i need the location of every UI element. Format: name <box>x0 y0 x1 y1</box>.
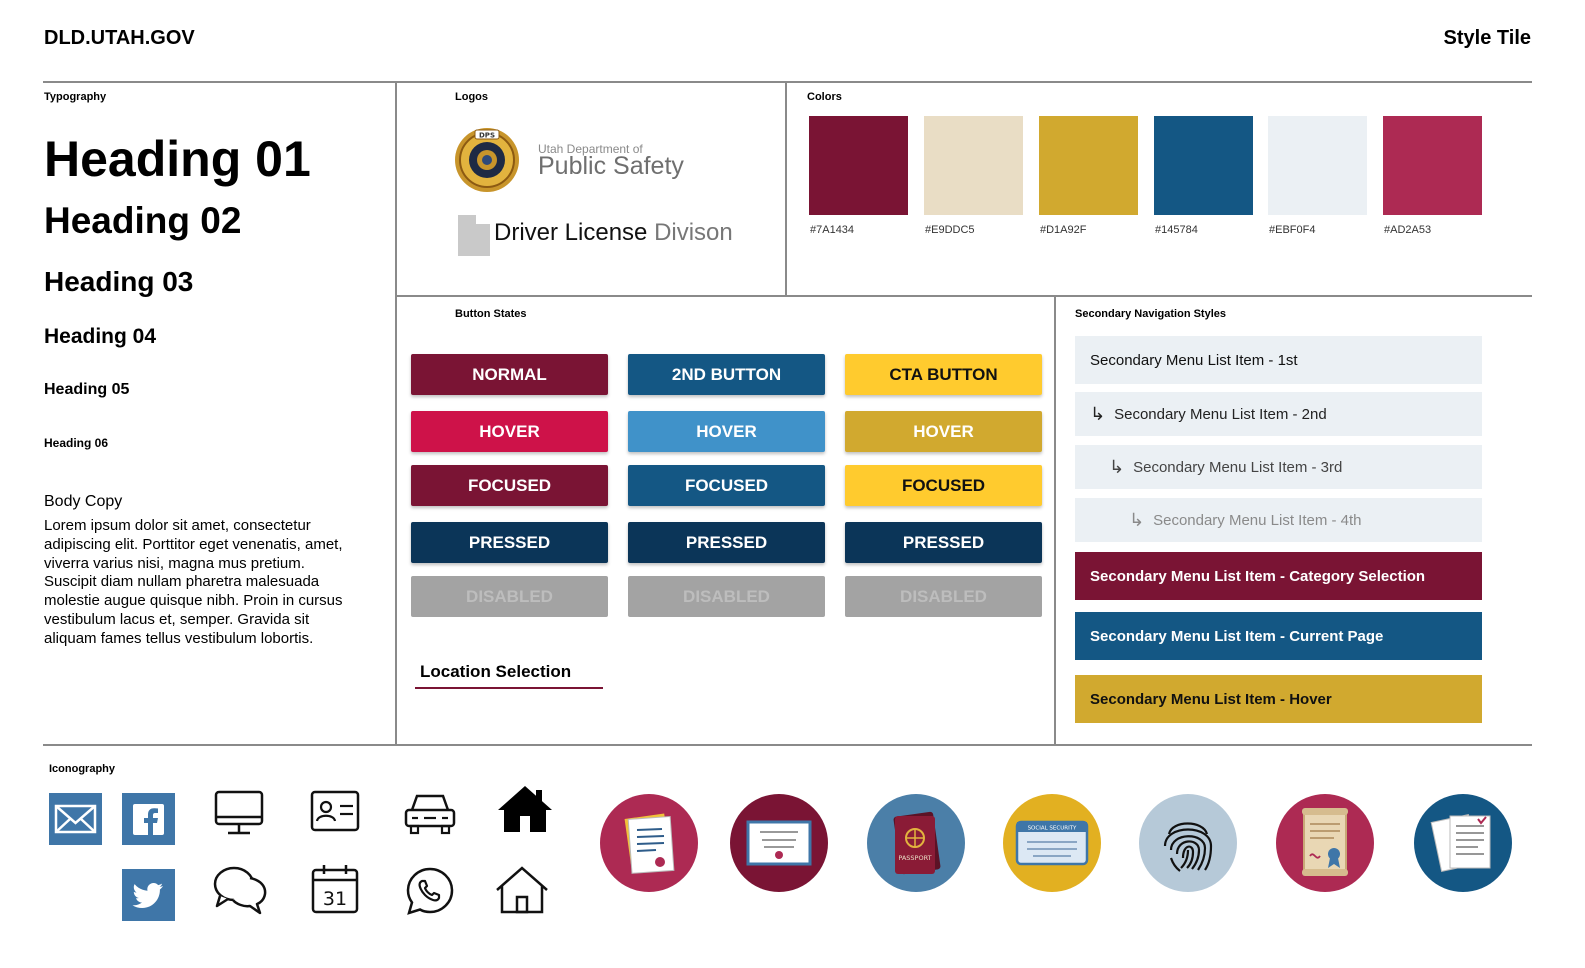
iconography-section-title: Iconography <box>49 763 116 775</box>
scroll-award-icon <box>1276 794 1374 892</box>
location-selection-underline <box>415 687 603 689</box>
home-filled-icon <box>496 784 554 839</box>
heading-05: Heading 05 <box>44 381 130 398</box>
primary-button-disabled: DISABLED <box>411 576 608 617</box>
secondary-button-focused[interactable]: FOCUSED <box>628 465 825 506</box>
colors-section-title: Colors <box>807 91 842 103</box>
secondary-nav-item-label: Secondary Menu List Item - 1st <box>1090 351 1298 369</box>
secondary-nav-item-current-page[interactable] <box>1075 612 1482 660</box>
logos-divider <box>785 82 787 296</box>
color-swatch <box>1154 116 1253 215</box>
certificate-icon <box>730 794 828 892</box>
dps-badge-logo <box>453 126 521 199</box>
color-swatch <box>809 116 908 215</box>
svg-text:DPS: DPS <box>479 131 495 140</box>
heading-06: Heading 06 <box>44 436 109 450</box>
secondary-nav-item-label: Secondary Menu List Item - 2nd <box>1114 405 1327 423</box>
heading-02: Heading 02 <box>44 200 242 241</box>
logos-section-title: Logos <box>455 91 488 103</box>
secondary-nav-section-title: Secondary Navigation Styles <box>1075 308 1226 320</box>
calendar-icon <box>311 864 359 919</box>
secondary-nav-item-3rd[interactable] <box>1075 445 1482 489</box>
body-copy-text: Lorem ipsum dolor sit amet, consectetur adipiscing elit. Porttitor eget venenatis, amet, viverra varius nisi, magna mus pretium. Suscipit diam nullam pharetra malesuada molestie augue quisque nibh. Proin in cursus vestibulum lacus et, semper. Gravida sit aliquam fames tellus vestibulum lobortis. <box>44 517 343 647</box>
cta-button-focused[interactable]: FOCUSED <box>845 465 1042 506</box>
dps-logo-title: Public Safety <box>538 152 684 180</box>
color-swatch-label: #EBF0F4 <box>1269 224 1316 236</box>
secondary-nav-item-2nd[interactable] <box>1075 392 1482 436</box>
passport-icon <box>867 794 965 892</box>
location-selection[interactable]: Location Selection <box>420 662 572 681</box>
secondary-nav-item-label: Secondary Menu List Item - 4th <box>1153 511 1362 529</box>
whatsapp-icon <box>405 866 455 921</box>
secondary-nav-item-category-selection[interactable] <box>1075 552 1482 600</box>
secondary-nav-item-label: Secondary Menu List Item - 3rd <box>1133 458 1343 476</box>
forms-icon <box>1414 794 1512 892</box>
primary-button-pressed[interactable]: PRESSED <box>411 522 608 563</box>
color-swatch-label: #D1A92F <box>1040 224 1087 236</box>
secondary-nav-item-label: Secondary Menu List Item - Category Selection <box>1090 567 1426 585</box>
body-copy-title: Body Copy <box>44 493 123 510</box>
cta-button-pressed[interactable]: PRESSED <box>845 522 1042 563</box>
calendar-day: 31 <box>322 888 348 910</box>
bottom-divider <box>43 744 1532 746</box>
button-states-section-title: Button States <box>455 308 527 320</box>
nav-indent-arrow-icon: ↳ <box>1129 509 1145 530</box>
middle-divider <box>396 295 1532 297</box>
twitter-icon[interactable] <box>122 869 175 926</box>
top-divider <box>43 81 1532 83</box>
nav-indent-arrow-icon: ↳ <box>1090 403 1106 424</box>
facebook-icon[interactable] <box>122 793 175 850</box>
primary-button-hover[interactable]: HOVER <box>411 411 608 452</box>
secondary-nav-item-label: Secondary Menu List Item - Hover <box>1090 690 1332 708</box>
id-card-icon <box>310 790 360 837</box>
ssn-label: SOCIAL SECURITY <box>1027 825 1077 832</box>
chat-bubbles-icon <box>212 864 268 921</box>
heading-03: Heading 03 <box>44 266 194 297</box>
secondary-nav-item-hover[interactable] <box>1075 675 1482 723</box>
color-swatch <box>1268 116 1367 215</box>
color-swatch-label: #AD2A53 <box>1384 224 1432 236</box>
secondary-button-hover[interactable]: HOVER <box>628 411 825 452</box>
secondary-nav-item-1st[interactable] <box>1075 336 1482 384</box>
buttons-divider <box>1054 296 1056 745</box>
color-swatch <box>1383 116 1482 215</box>
color-swatch-label: #7A1434 <box>810 224 855 236</box>
social-security-card-icon <box>1003 794 1101 892</box>
secondary-button-2nd-button[interactable]: 2ND BUTTON <box>628 354 825 395</box>
color-swatch-label: #E9DDC5 <box>925 224 975 236</box>
primary-button-normal[interactable]: NORMAL <box>411 354 608 395</box>
car-icon <box>402 790 458 841</box>
passport-label: PASSPORT <box>898 854 932 862</box>
typography-section-title: Typography <box>44 91 107 103</box>
cta-button-hover[interactable]: HOVER <box>845 411 1042 452</box>
utah-state-icon <box>458 215 490 261</box>
site-name: DLD.UTAH.GOV <box>44 27 195 49</box>
dld-logo-light: Divison <box>654 219 733 246</box>
primary-button-focused[interactable]: FOCUSED <box>411 465 608 506</box>
fingerprint-icon <box>1139 794 1237 892</box>
document-icon <box>600 794 698 892</box>
secondary-button-pressed[interactable]: PRESSED <box>628 522 825 563</box>
dld-logo <box>494 219 733 247</box>
heading-04: Heading 04 <box>44 325 157 348</box>
typography-divider <box>395 82 397 745</box>
secondary-nav-item-4th[interactable] <box>1075 498 1482 542</box>
mail-icon <box>49 793 102 850</box>
desktop-icon <box>213 790 265 841</box>
nav-indent-arrow-icon: ↳ <box>1109 456 1125 477</box>
heading-01: Heading 01 <box>44 131 311 187</box>
color-swatch <box>1039 116 1138 215</box>
dld-logo-main: Driver License <box>494 219 648 246</box>
color-swatch <box>924 116 1023 215</box>
dps-logo-subtitle: Utah Department of <box>538 142 643 156</box>
secondary-button-disabled: DISABLED <box>628 576 825 617</box>
cta-button-cta-button[interactable]: CTA BUTTON <box>845 354 1042 395</box>
secondary-nav-item-label: Secondary Menu List Item - Current Page <box>1090 627 1384 645</box>
color-swatch-label: #145784 <box>1155 224 1198 236</box>
cta-button-disabled: DISABLED <box>845 576 1042 617</box>
home-outline-icon <box>493 864 551 919</box>
page-title: Style Tile <box>1443 27 1531 49</box>
